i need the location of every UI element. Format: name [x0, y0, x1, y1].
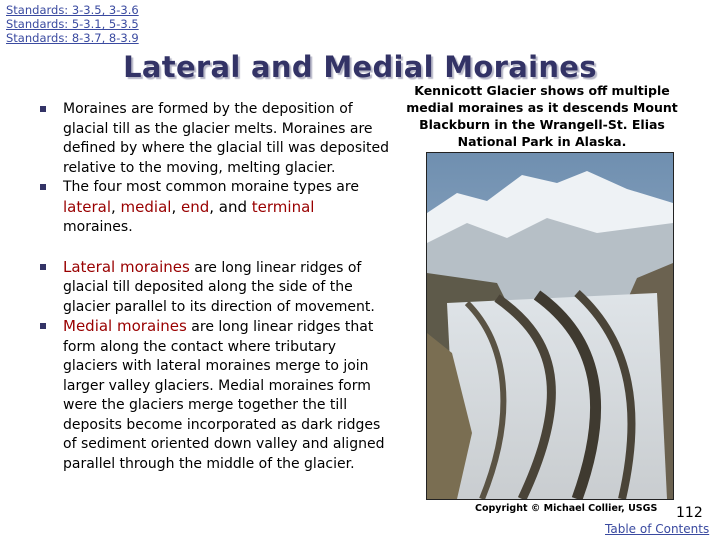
bullet-text: Moraines are formed by the deposition of glacial till as the glacier melts. Moraines are defined by where the glacial till was deposited relative to the moving, melting glacier.: [63, 101, 390, 176]
term-terminal: terminal: [251, 197, 315, 216]
bullet-marker: [40, 106, 46, 112]
term-end: end: [180, 197, 210, 216]
and-separator: , and: [209, 197, 252, 216]
bullet-text-end: moraines.: [63, 219, 133, 235]
bullet-text: The four most common moraine types are: [63, 179, 359, 195]
page-number: 112: [676, 505, 703, 521]
photo-copyright: Copyright © Michael Collier, USGS: [475, 503, 658, 514]
term-medial: medial: [120, 197, 172, 216]
comma-separator: ,: [171, 197, 181, 216]
term-medial-moraines: Medial moraines: [63, 317, 187, 335]
bullet-lateral-moraines: [30, 258, 390, 318]
glacier-illustration: [427, 153, 673, 499]
table-of-contents-link[interactable]: Table of Contents: [605, 522, 710, 536]
bullet-medial-moraines: [30, 317, 390, 474]
term-lateral-moraines: Lateral moraines: [63, 257, 190, 276]
term-lateral: lateral: [63, 197, 111, 216]
comma-separator: ,: [111, 197, 121, 216]
bullet-list: [30, 100, 390, 474]
bullet-text: are long linear ridges that form along the contact where tributary glaciers with lateral moraines merge to join larger valley glaciers. Medial moraines form were the glaciers merge together the till deposits become incorporated as dark ridges of sediment oriented down valley and aligned parallel through the middle of the glacier.: [63, 319, 385, 472]
bullet-moraine-types: [30, 178, 390, 238]
slide-title: Lateral and Medial Moraines: [123, 50, 597, 84]
photo-caption: Kennicott Glacier shows off multiple medial moraines as it descends Mount Blackburn in the Wrangell-St. Elias National Park in Alaska.: [406, 83, 678, 149]
bullet-marker: [40, 323, 46, 329]
bullet-marker: [40, 184, 46, 190]
bullet-moraine-formation: [30, 100, 390, 178]
bullet-marker: [40, 264, 46, 270]
standards-link-5[interactable]: Standards: 5-3.1, 5-3.5: [6, 17, 139, 31]
standards-links: [6, 3, 139, 45]
standards-link-8[interactable]: Standards: 8-3.7, 8-3.9: [6, 31, 139, 45]
glacier-photo: [426, 152, 674, 500]
standards-link-3[interactable]: Standards: 3-3.5, 3-3.6: [6, 3, 139, 17]
bullet-text: are long linear ridges of glacial till deposited along the side of the glacier parallel to its direction of movement.: [63, 259, 375, 315]
